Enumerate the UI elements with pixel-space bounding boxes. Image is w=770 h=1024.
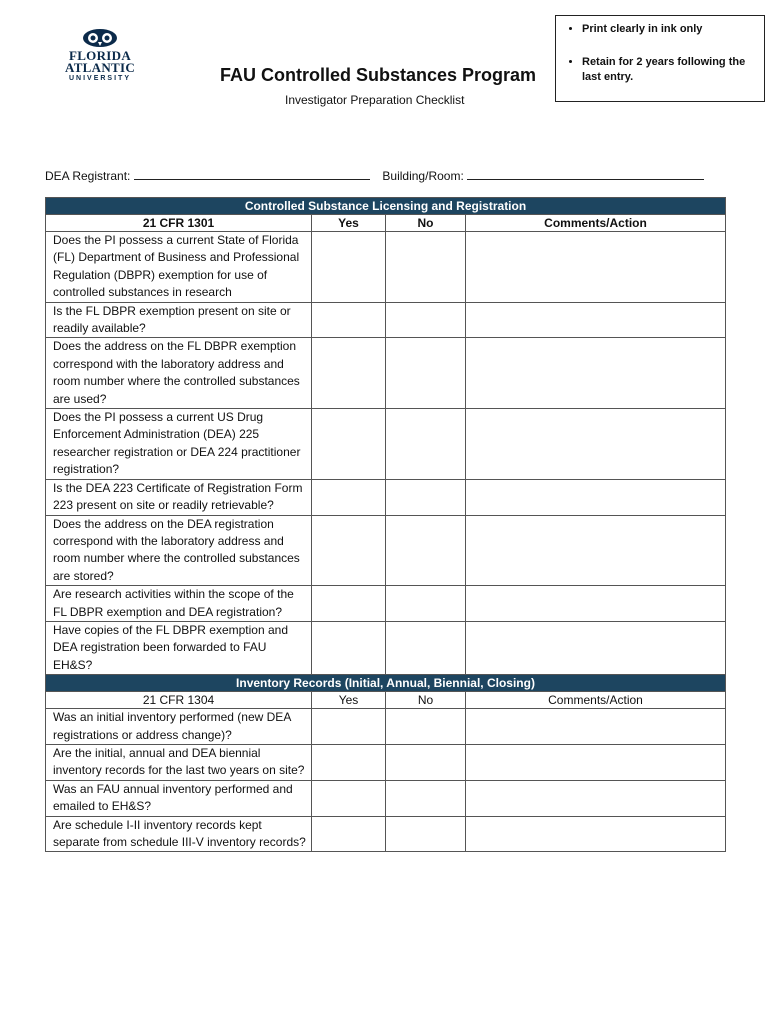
yes-cell[interactable] bbox=[312, 780, 386, 816]
question-text: Was an initial inventory performed (new DEA registrations or address change)? bbox=[46, 709, 312, 745]
checklist-row bbox=[46, 302, 726, 338]
checklist-row bbox=[46, 621, 726, 674]
checklist-row bbox=[46, 780, 726, 816]
instructions-box bbox=[555, 15, 765, 102]
comments-cell[interactable] bbox=[466, 232, 726, 303]
instruction-item: • Retain for 2 years following the last entry. bbox=[582, 55, 758, 85]
question-text: Are schedule I-II inventory records kept separate from schedule III-V inventory records? bbox=[46, 816, 312, 852]
question-text: Does the address on the DEA registration correspond with the laboratory address and room number where the controlled substances are stored? bbox=[46, 515, 312, 586]
no-cell[interactable] bbox=[386, 302, 466, 338]
comments-cell[interactable] bbox=[466, 816, 726, 852]
no-cell[interactable] bbox=[386, 744, 466, 780]
question-text: Are research activities within the scope of the FL DBPR exemption and DEA registration? bbox=[46, 586, 312, 622]
comments-cell[interactable] bbox=[466, 409, 726, 480]
column-header-row bbox=[46, 215, 726, 232]
registrant-fields bbox=[45, 168, 704, 183]
comments-cell[interactable] bbox=[466, 479, 726, 515]
no-cell[interactable] bbox=[386, 816, 466, 852]
yes-cell[interactable] bbox=[312, 816, 386, 852]
logo-line-3: UNIVERSITY bbox=[68, 75, 131, 82]
no-cell[interactable] bbox=[386, 621, 466, 674]
checklist-row bbox=[46, 515, 726, 586]
no-cell[interactable] bbox=[386, 515, 466, 586]
section-header bbox=[46, 675, 726, 692]
yes-cell[interactable] bbox=[312, 338, 386, 409]
instruction-item: • Print clearly in ink only bbox=[582, 22, 758, 37]
yes-cell[interactable] bbox=[312, 621, 386, 674]
column-header: 21 CFR 1301 bbox=[46, 215, 312, 232]
question-text: Was an FAU annual inventory performed and emailed to EH&S? bbox=[46, 780, 312, 816]
comments-cell[interactable] bbox=[466, 780, 726, 816]
yes-cell[interactable] bbox=[312, 515, 386, 586]
yes-cell[interactable] bbox=[312, 232, 386, 303]
question-text: Does the address on the FL DBPR exemption correspond with the laboratory address and room number where the controlled substances are used? bbox=[46, 338, 312, 409]
column-header: No bbox=[386, 215, 466, 232]
page-title: FAU Controlled Substances Program bbox=[220, 65, 537, 85]
section-header bbox=[46, 198, 726, 215]
question-text: Does the PI possess a current US Drug Enforcement Administration (DEA) 225 researcher registration or DEA 224 practitioner registration? bbox=[46, 409, 312, 480]
checklist-row bbox=[46, 479, 726, 515]
yes-cell[interactable] bbox=[312, 744, 386, 780]
comments-cell[interactable] bbox=[466, 338, 726, 409]
question-text: Does the PI possess a current State of Florida (FL) Department of Business and Professional Regulation (DBPR) exemption for use of controlled substances in research bbox=[46, 232, 312, 303]
yes-cell[interactable] bbox=[312, 409, 386, 480]
comments-cell[interactable] bbox=[466, 302, 726, 338]
comments-cell[interactable] bbox=[466, 515, 726, 586]
checklist-row bbox=[46, 232, 726, 303]
yes-cell[interactable] bbox=[312, 302, 386, 338]
fau-logo bbox=[60, 28, 140, 83]
checklist-row bbox=[46, 816, 726, 852]
owl-icon bbox=[82, 28, 118, 48]
logo-line-1: FLORIDA bbox=[68, 48, 132, 63]
checklist-row bbox=[46, 744, 726, 780]
checklist-table bbox=[45, 197, 726, 852]
page-subtitle: Investigator Preparation Checklist bbox=[285, 93, 465, 107]
question-text: Is the FL DBPR exemption present on site or readily available? bbox=[46, 302, 312, 338]
question-text: Is the DEA 223 Certificate of Registration Form 223 present on site or readily retrievable? bbox=[46, 479, 312, 515]
column-header: Yes bbox=[312, 215, 386, 232]
column-header: No bbox=[386, 692, 466, 709]
section-title: Inventory Records (Initial, Annual, Biennial, Closing) bbox=[46, 675, 726, 692]
comments-cell[interactable] bbox=[466, 621, 726, 674]
no-cell[interactable] bbox=[386, 409, 466, 480]
column-header: 21 CFR 1304 bbox=[46, 692, 312, 709]
no-cell[interactable] bbox=[386, 586, 466, 622]
question-text: Have copies of the FL DBPR exemption and DEA registration been forwarded to FAU EH&S? bbox=[46, 621, 312, 674]
no-cell[interactable] bbox=[386, 232, 466, 303]
checklist-row bbox=[46, 586, 726, 622]
comments-cell[interactable] bbox=[466, 709, 726, 745]
logo-line-2: ATLANTIC bbox=[64, 60, 136, 75]
question-text: Are the initial, annual and DEA biennial inventory records for the last two years on site? bbox=[46, 744, 312, 780]
building-room-field[interactable] bbox=[467, 168, 704, 180]
section-title: Controlled Substance Licensing and Registration bbox=[46, 198, 726, 215]
yes-cell[interactable] bbox=[312, 586, 386, 622]
checklist-row bbox=[46, 709, 726, 745]
yes-cell[interactable] bbox=[312, 479, 386, 515]
column-header: Comments/Action bbox=[466, 692, 726, 709]
no-cell[interactable] bbox=[386, 338, 466, 409]
dea-registrant-field[interactable] bbox=[134, 168, 370, 180]
no-cell[interactable] bbox=[386, 780, 466, 816]
no-cell[interactable] bbox=[386, 709, 466, 745]
building-room-label: Building/Room: bbox=[382, 169, 464, 183]
column-header: Yes bbox=[312, 692, 386, 709]
column-header-row bbox=[46, 692, 726, 709]
dea-registrant-label: DEA Registrant: bbox=[45, 169, 131, 183]
comments-cell[interactable] bbox=[466, 586, 726, 622]
yes-cell[interactable] bbox=[312, 709, 386, 745]
no-cell[interactable] bbox=[386, 479, 466, 515]
checklist-row bbox=[46, 338, 726, 409]
checklist-row bbox=[46, 409, 726, 480]
column-header: Comments/Action bbox=[466, 215, 726, 232]
comments-cell[interactable] bbox=[466, 744, 726, 780]
